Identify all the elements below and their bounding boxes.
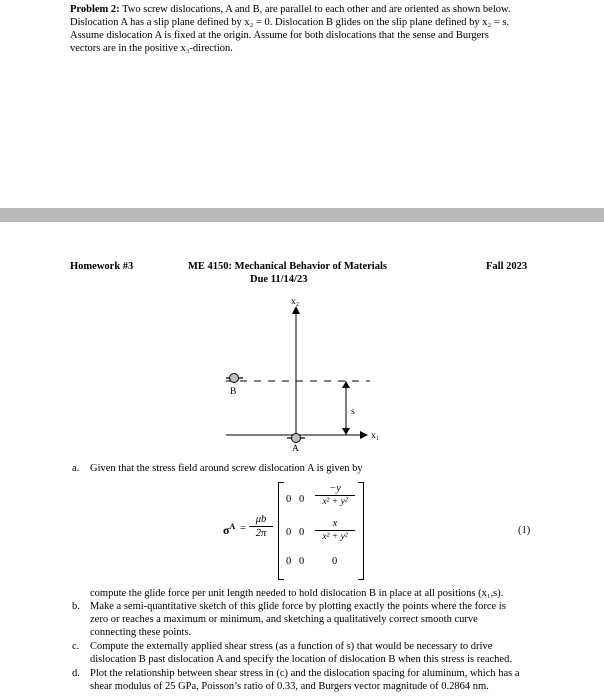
header-right: Fall 2023 xyxy=(486,261,528,272)
header-due: Due 11/14/23 xyxy=(250,274,308,285)
dislocation-a-label: A xyxy=(292,444,299,454)
stress-equation xyxy=(223,478,373,580)
m12: 0 xyxy=(299,494,305,505)
m13: −y x² + y² xyxy=(315,483,355,508)
m11: 0 xyxy=(286,494,292,505)
problem-statement xyxy=(70,3,595,55)
problem-label: Problem 2: xyxy=(70,4,120,15)
part-a-intro: Given that the stress field around screw dislocation A is given by xyxy=(90,463,363,474)
dislocation-b-label: B xyxy=(230,387,237,397)
problem-line-1: Problem 2: Two screw dislocations, A and B, are parallel to each other and are oriented as shown below. xyxy=(70,4,511,15)
m33: 0 xyxy=(332,556,338,567)
x2-axis-label: x₂ xyxy=(291,297,300,307)
dimension-arrow-bottom xyxy=(342,428,350,435)
matrix-right-bracket xyxy=(358,482,364,580)
m31: 0 xyxy=(286,556,292,567)
m23: x x² + y² xyxy=(315,518,355,543)
m32: 0 xyxy=(299,556,305,567)
problem-line-2: Dislocation A has a slip plane defined by x₂ = 0. Dislocation B glides on the slip plane defined by x₂ = s. xyxy=(70,17,510,28)
x1-axis-label: x₁ xyxy=(371,431,380,441)
part-c-text: Compute the externally applied shear stress (as a function of s) that would be necessary to drive dislocation B past dislocation A and specify the location of dislocation B when this stress is reached. xyxy=(90,641,512,665)
eq-coefficient: μb 2π xyxy=(249,514,273,540)
dislocation-b xyxy=(230,374,239,383)
eq-equals: = xyxy=(240,523,246,534)
page-divider xyxy=(0,208,604,222)
dislocation-figure xyxy=(0,290,604,455)
problem-line-4: vectors are in the positive x₃-direction. xyxy=(70,43,233,54)
part-b-text: Make a semi-quantitative sketch of this glide force by plotting exactly the points where the force is zero or reaches a maximum or minimum, and sketching a qualitatively correct smooth curve connecting these points. xyxy=(90,601,506,638)
m22: 0 xyxy=(299,527,305,538)
header-left: Homework #3 xyxy=(70,261,134,272)
eq-lhs: $\sigma^A$ xyxy=(223,522,236,537)
part-a-compute: compute the glide force per unit length needed to hold dislocation B in place at all positions (x₁,s). xyxy=(90,588,504,599)
dislocation-a xyxy=(292,434,301,443)
matrix-left-bracket xyxy=(278,482,284,580)
part-d-text: Plot the relationship between shear stress in (c) and the dislocation spacing for aluminum, which has a shear modulus of 25 GPa, Poisson’s ratio of 0.33, and Burgers vector magnitude of 0.2864 nm. xyxy=(90,668,520,692)
dimension-arrow-top xyxy=(342,381,350,388)
equation-number: (1) xyxy=(518,525,531,536)
part-a-letter: a. xyxy=(72,463,80,474)
part-b-letter: b. xyxy=(72,601,80,612)
part-d-letter: d. xyxy=(72,668,80,679)
part-c-letter: c. xyxy=(72,641,80,652)
header-center: ME 4150: Mechanical Behavior of Materials xyxy=(188,261,387,272)
m21: 0 xyxy=(286,527,292,538)
problem-line-3: Assume dislocation A is fixed at the origin. Assume for both dislocations that the sense and Burgers xyxy=(70,30,489,41)
spacing-label: s xyxy=(351,407,355,417)
